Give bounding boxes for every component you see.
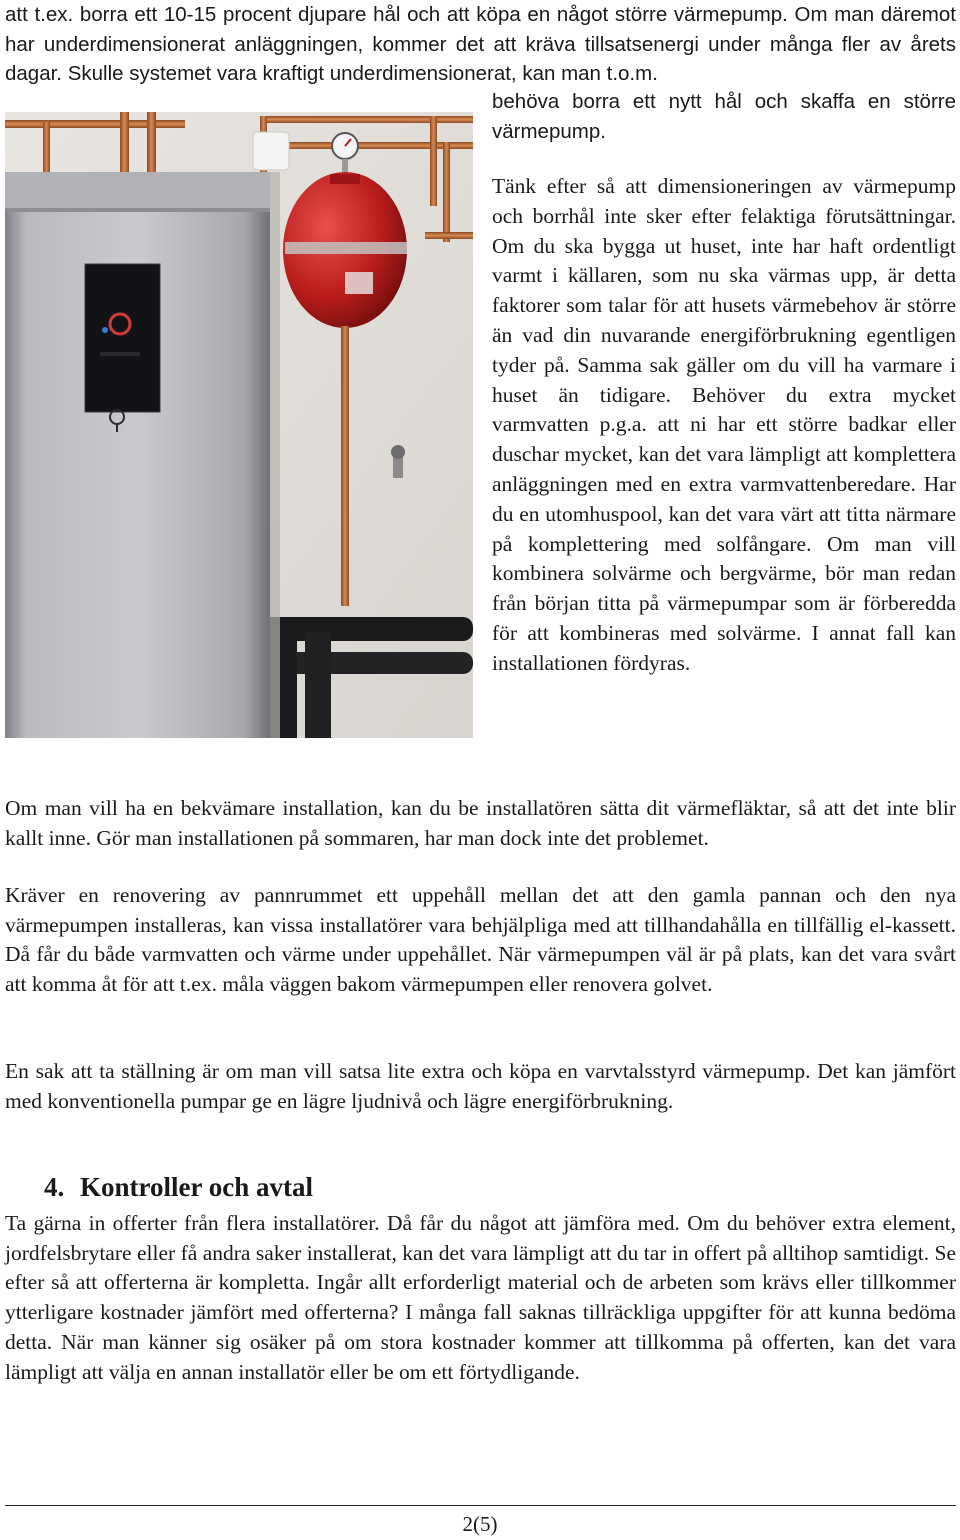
heat-pump-photo (5, 112, 473, 738)
right-column-paragraph: Tänk efter så att dimensioneringen av värmepump och borrhål inte sker efter felaktiga förutsättningar. Om du ska bygga ut huset, inte har haft ordentligt varmt i källaren, som nu ska värmas upp, är detta faktorer som talar för att husets värmebehov är större än vad din nuvarande energiförbrukning egentligen tyder på. Samma sak gäller om du vill ha varmare i huset än tidigare. Behöver du extra mycket varmvatten p.g.a. att ni har ett större badkar eller duschar mycket, kan det vara lämpligt att komplettera anläggningen med en extra varmvattenberedare. Har du en utomhuspool, kan det vara värt att titta närmare på komplettering med solfångare. Om man vill kombinera solvärme och bergvärme, bör man redan från början titta på värmepumpar som är förberedda för att kombineras med solvärme. I annat fall kan installationen fördyras. (492, 174, 956, 675)
intro-continuation: behöva borra ett nytt hål och skaffa en större värmepump. (492, 90, 956, 143)
section-title: Kontroller och avtal (80, 1172, 313, 1202)
paragraph-speed-controlled: En sak att ta ställning är om man vill satsa lite extra och köpa en varvtalsstyrd värmepump. Det kan jämfört med konventionella pumpar ge en lägre ljudnivå och lägre energiförbrukning. (5, 1059, 956, 1113)
paragraph-renovation: Kräver en renovering av pannrummet ett uppehåll mellan det att den gamla pannan och den nya värmepumpen installeras, kan vissa installatörer vara behjälpliga med att tillhandahålla en tillfällig el-kassett. Då får du både varmvatten och värme under uppehållet. När värmepumpen väl är på plats, kan det vara svårt att komma åt för att t.ex. måla väggen bakom värmepumpen eller renovera golvet. (5, 883, 956, 997)
section-number: 4. (44, 1172, 65, 1202)
paragraph-fans: Om man vill ha en bekvämare installation, kan du be installatören sätta dit värmefläktar, så att det inte blir kallt inne. Gör man installationen på sommaren, har man dock inte det problemet. (5, 796, 956, 850)
section-body: Ta gärna in offerter från flera installatörer. Då får du något att jämföra med. Om du behöver extra element, jordfelsbrytare eller få andra saker installerat, kan det vara lämpligt att du tar in offert på alltihop samtidigt. Se efter så att offerterna är kompletta. Ingår allt erforderligt material och de arbeten som krävs eller tillkommer ytterligare kostnader jämfört med offerterna? I många fall saknas tillräckliga uppgifter för att kunna bedöma detta. När man känner sig osäker på om stora kostnader kommer att tillkomma på offerten, kan det vara lämpligt att välja en annan installatör eller be om ett förtydligande. (5, 1211, 956, 1384)
intro-paragraph: att t.ex. borra ett 10-15 procent djupare hål och att köpa en något större värmepump. Om man däremot har underdimensionerat anläggningen, kommer det att kräva tillsatsenergi under många fler av årets dagar. Skulle systemet vara kraftigt underdimensionerat, kan man t.o.m. (5, 3, 956, 86)
page-number: 2(5) (462, 1512, 498, 1536)
section-heading (44, 1170, 313, 1204)
footer-rule (5, 1505, 956, 1506)
heat-pump-illustration (5, 112, 473, 738)
